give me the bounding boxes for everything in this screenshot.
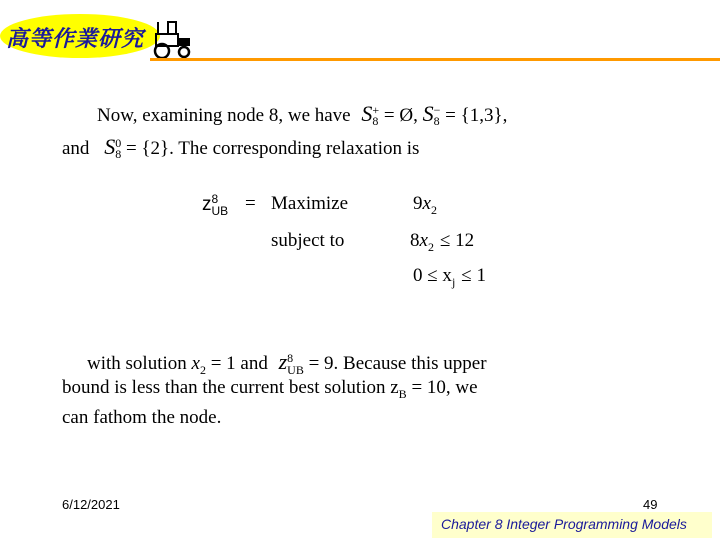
x2-var: x	[191, 353, 200, 374]
s-minus-symbol: S − 8	[422, 101, 441, 128]
s-minus-eq: = {1,3},	[445, 105, 508, 126]
logo-title: 高等作業研究	[6, 26, 145, 51]
footer-date: 6/12/2021	[62, 497, 120, 512]
objective-expr: $9x_2$	[413, 193, 437, 217]
s-zero-eq: = {2}. The corresponding relaxation is	[125, 138, 420, 159]
s-plus-eq: = Ø,	[383, 105, 418, 126]
maximize-label: Maximize	[271, 193, 349, 214]
z-ub-label: z 8 UB	[202, 192, 229, 218]
z-ub-eq: = 9. Because this upper	[308, 353, 487, 374]
x2-eq: = 1 and	[210, 353, 268, 374]
header-rule	[150, 58, 720, 61]
para2-line1: with solution $x_2 = 1$ and z 8 UB = 9. Because this upper	[87, 349, 487, 377]
s-plus-symbol: S + 8	[361, 101, 380, 128]
para1-line1-pre: Now, examining node 8, we have	[97, 105, 351, 126]
para1-line2-pre: and	[62, 138, 90, 159]
footer-page-number: 49	[643, 497, 658, 512]
bound-expr: $0 \le x_j \le 1$	[413, 265, 486, 289]
z-ub-symbol: z 8 UB	[278, 349, 304, 377]
model-equals: =	[245, 193, 256, 214]
para2-with-solution: with solution	[87, 353, 187, 374]
constraint-expr: $8x_2 \le 12$	[410, 230, 475, 254]
para2-line2: bound is less than the current best solution $z_B = 10$, we	[62, 377, 478, 401]
para1-line1	[97, 101, 507, 127]
para2-line3: can fathom the node.	[62, 407, 222, 428]
tractor-icon	[150, 16, 196, 62]
para1-line2	[62, 134, 419, 160]
footer-chapter-title: Chapter 8 Integer Programming Models	[441, 516, 687, 532]
subject-to-label: subject to	[271, 230, 345, 251]
s-zero-symbol: S 0 8	[104, 134, 122, 161]
